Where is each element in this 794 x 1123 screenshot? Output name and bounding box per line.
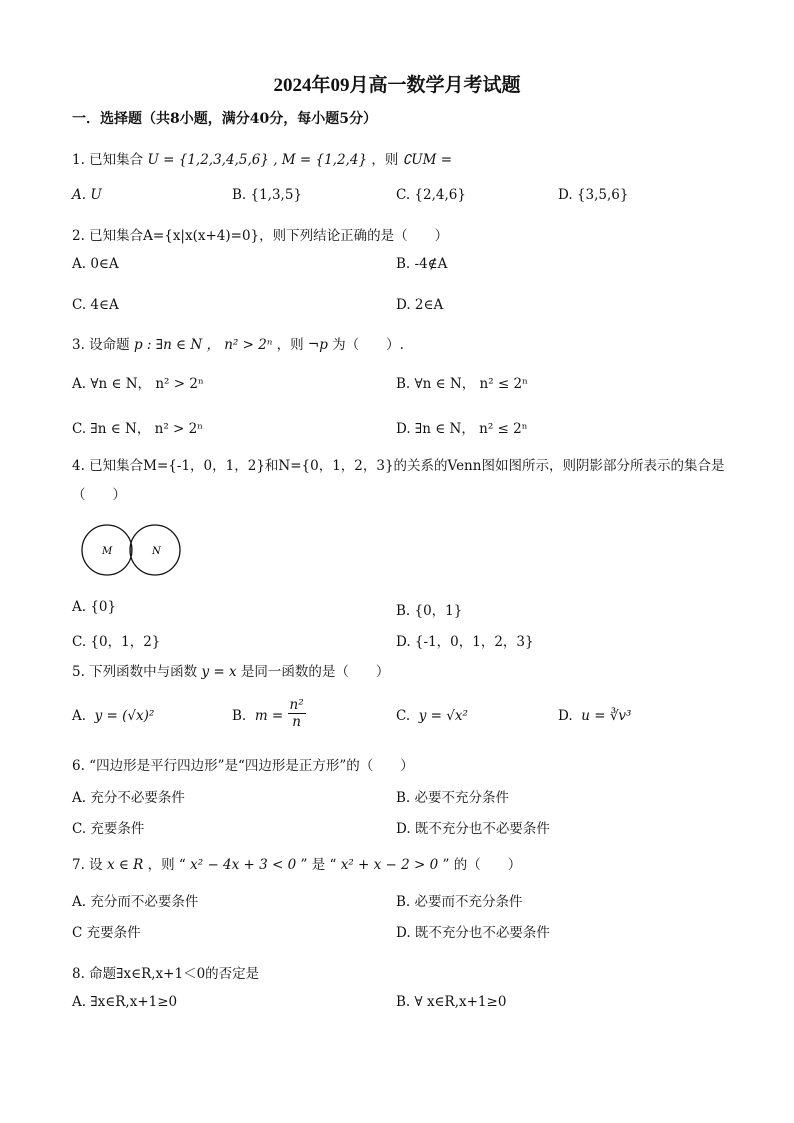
question-7 xyxy=(72,853,521,873)
q8-option-a: A. ∃x∈R,x+1≥0 xyxy=(72,994,178,1010)
question-7-math: x ∈ R xyxy=(106,857,144,873)
question-7-prefix: 7. 设 xyxy=(72,857,103,873)
q4-option-c: C. {0，1，2} xyxy=(72,634,161,650)
q5-option-c-math: y = √x² xyxy=(418,708,468,724)
question-6: 6. “四边形是平行四边形”是“四边形是正方形”的（ ） xyxy=(72,758,414,774)
q1-option-d: D. {3,5,6} xyxy=(558,187,629,203)
venn-label-n: N xyxy=(152,546,161,557)
venn-diagram xyxy=(80,524,184,578)
q5-option-d xyxy=(558,708,631,724)
q5-fraction-denominator: n xyxy=(292,714,301,730)
q3-option-d: D. ∃n ∈ N， n² ≤ 2ⁿ xyxy=(396,421,528,437)
question-5-math: y = x xyxy=(201,664,237,680)
question-4-line-2: （ ） xyxy=(72,487,126,503)
question-7-mid: ，则 “ xyxy=(147,857,186,873)
q5-option-b xyxy=(232,697,306,730)
question-3-suffix: 为（ ）. xyxy=(332,337,404,353)
question-3-prefix: 3. 设命题 xyxy=(72,337,130,353)
q6-option-b: B. 必要不充分条件 xyxy=(396,790,510,806)
question-1 xyxy=(72,148,452,168)
page-title: 2024年09月高一数学月考试题 xyxy=(273,75,521,96)
q7-option-a: A. 充分而不必要条件 xyxy=(72,894,199,910)
q7-option-d: D. 既不充分也不必要条件 xyxy=(396,925,550,941)
q5-fraction-numerator: n² xyxy=(289,697,304,713)
question-4-line-1: 4. 已知集合M={-1，0，1，2}和N={0，1，2，3}的关系的Venn图如图所示，则阴影部分所表示的集合是 xyxy=(72,458,725,474)
question-1-math: U = {1,2,3,4,5,6} , M = {1,2,4} xyxy=(147,152,368,168)
question-5-suffix: 是同一函数的是（ ） xyxy=(240,664,390,680)
question-5-prefix: 5. 下列函数中与函数 xyxy=(72,664,198,680)
question-5 xyxy=(72,660,389,680)
q2-option-c: C. 4∈A xyxy=(72,297,119,313)
question-3-math2: ¬p xyxy=(307,337,328,353)
question-7-suffix: ” 的（ ） xyxy=(442,857,522,873)
q5-option-c xyxy=(396,708,468,724)
q6-option-a: A. 充分不必要条件 xyxy=(72,790,185,806)
section-heading: 一．选择题（共8小题，满分40分，每小题5分） xyxy=(72,111,377,127)
q5-option-a-math: y = (√x)² xyxy=(94,708,155,724)
q5-option-d-label: D. xyxy=(558,708,573,724)
question-1-prefix: 1. 已知集合 xyxy=(72,152,144,168)
q2-option-a: A. 0∈A xyxy=(72,256,119,272)
q1-option-a: A. U xyxy=(72,187,102,203)
q2-option-b: B. -4∉A xyxy=(396,256,448,272)
question-3 xyxy=(72,333,404,353)
question-7-mid2: ” 是 “ xyxy=(300,857,337,873)
q5-option-d-math: u = ∛v³ xyxy=(581,708,632,724)
q5-option-b-fraction xyxy=(288,697,306,730)
q5-option-b-label: B. xyxy=(232,708,247,724)
q5-option-c-label: C. xyxy=(396,708,411,724)
question-2: 2. 已知集合A={x|x(x+4)=0}，则下列结论正确的是（ ） xyxy=(72,228,449,244)
q7-option-c: C 充要条件 xyxy=(72,925,141,941)
question-8: 8. 命题∃x∈R,x+1＜0的否定是 xyxy=(72,966,260,982)
question-7-math3: x² + x − 2 > 0 xyxy=(340,857,439,873)
q4-option-d: D. {-1，0，1，2，3} xyxy=(396,634,534,650)
q1-option-b: B. {1,3,5} xyxy=(232,187,303,203)
q2-option-d: D. 2∈A xyxy=(396,297,444,313)
question-1-math2: ∁UM = xyxy=(402,152,453,168)
question-7-math2: x² − 4x + 3 < 0 xyxy=(190,857,297,873)
question-1-mid: ，则 xyxy=(371,152,399,168)
q7-option-b: B. 必要而不充分条件 xyxy=(396,894,523,910)
venn-label-m: M xyxy=(102,546,113,557)
q8-option-b: B. ∀ x∈R,x+1≥0 xyxy=(396,994,507,1010)
question-3-mid: ，则 xyxy=(276,337,304,353)
q5-option-a xyxy=(72,708,154,724)
q5-option-a-label: A. xyxy=(72,708,87,724)
q5-option-b-lhs: m = xyxy=(254,708,284,724)
q6-option-d: D. 既不充分也不必要条件 xyxy=(396,821,550,837)
question-3-math: p : ∃n ∈ N ， n² > 2ⁿ xyxy=(133,337,273,353)
q1-option-c: C. {2,4,6} xyxy=(396,187,466,203)
q3-option-a: A. ∀n ∈ N， n² > 2ⁿ xyxy=(72,376,204,392)
q3-option-b: B. ∀n ∈ N， n² ≤ 2ⁿ xyxy=(396,376,528,392)
q6-option-c: C. 充要条件 xyxy=(72,821,145,837)
q4-option-b: B. {0，1} xyxy=(396,603,463,619)
q4-option-a: A. {0} xyxy=(72,599,117,615)
q3-option-c: C. ∃n ∈ N， n² > 2ⁿ xyxy=(72,421,204,437)
